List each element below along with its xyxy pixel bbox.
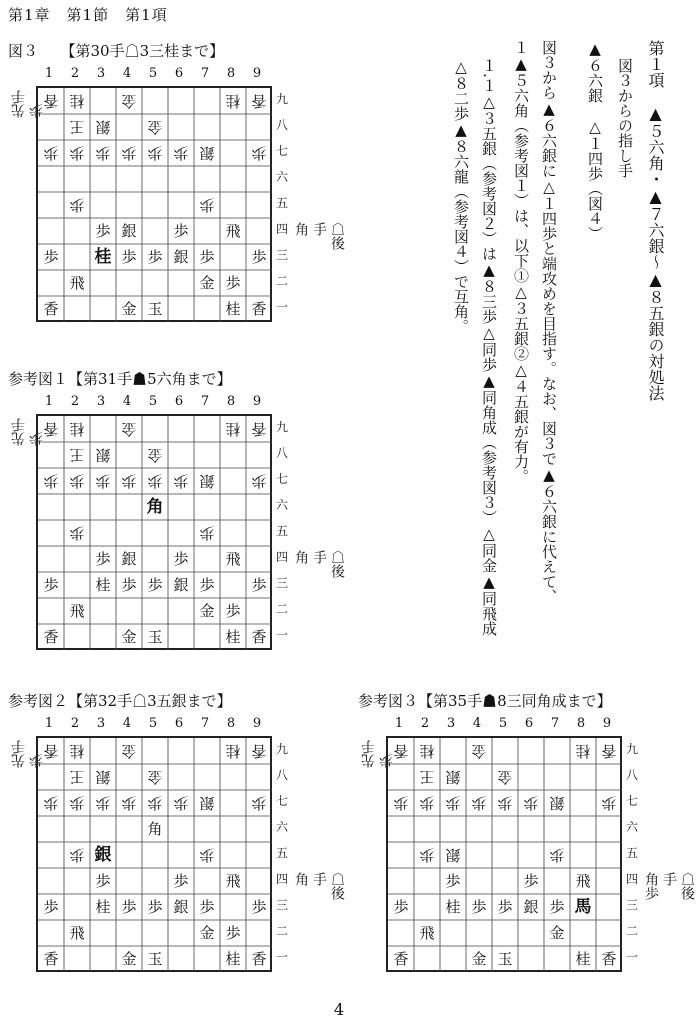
shogi-piece: 王	[419, 768, 435, 787]
shogi-piece: 香	[43, 627, 59, 646]
shogi-piece: 歩	[523, 794, 539, 813]
subheading: 図３からの指し手	[616, 58, 634, 178]
rank-label: 三	[276, 576, 289, 590]
shogi-piece: 歩	[419, 794, 435, 813]
file-label: 6	[174, 66, 184, 81]
shogi-piece: 金	[549, 923, 565, 942]
file-label: 6	[174, 716, 184, 731]
shogi-piece: 歩	[147, 144, 163, 163]
shogi-board	[36, 86, 272, 322]
shogi-piece: 銀	[549, 794, 565, 813]
shogi-piece: 香	[43, 299, 59, 318]
shogi-piece: 桂	[575, 742, 591, 761]
shogi-piece: 馬	[574, 896, 592, 917]
shogi-piece: 歩	[225, 923, 241, 942]
shogi-piece: 歩	[69, 846, 85, 865]
shogi-piece: 桂	[575, 949, 591, 968]
file-label: 6	[174, 394, 184, 409]
shogi-piece: 歩	[445, 794, 461, 813]
rank-label: 九	[626, 742, 639, 756]
rank-label: 九	[276, 742, 289, 756]
shogi-piece: 歩	[393, 794, 409, 813]
sente-hand: 先手 歩	[11, 76, 45, 118]
shogi-piece: 歩	[199, 575, 215, 594]
file-label: 4	[122, 394, 132, 409]
file-label: 9	[252, 66, 262, 81]
move-line: ▲６六銀 △１四歩（図４）	[586, 40, 604, 241]
shogi-piece: 銀	[445, 846, 461, 865]
shogi-piece: 歩	[43, 472, 59, 491]
shogi-piece: 歩	[199, 524, 215, 543]
shogi-piece: 桂	[225, 299, 241, 318]
shogi-piece: 歩	[43, 794, 59, 813]
file-label: 3	[96, 66, 106, 81]
shogi-piece: 銀	[523, 897, 539, 916]
shogi-piece: 歩	[43, 897, 59, 916]
shogi-piece: 香	[43, 949, 59, 968]
shogi-piece: 桂	[225, 92, 241, 111]
rank-label: 七	[626, 794, 639, 808]
file-label: 6	[524, 716, 534, 731]
shogi-piece: 歩	[419, 846, 435, 865]
rank-label: 二	[276, 924, 289, 938]
file-label: 1	[394, 716, 404, 731]
shogi-piece: 香	[393, 949, 409, 968]
file-labels	[36, 66, 270, 81]
rank-label: 六	[626, 820, 639, 834]
shogi-piece: 歩	[121, 247, 137, 266]
shogi-piece: 玉	[147, 949, 163, 968]
shogi-piece: 銀	[121, 221, 137, 240]
file-label: 9	[252, 716, 262, 731]
shogi-piece: 玉	[497, 949, 513, 968]
file-label: 8	[226, 66, 236, 81]
sente-hand: 先手 歩	[361, 726, 395, 768]
shogi-piece: 歩	[147, 575, 163, 594]
gote-hand: ☖後手 角	[293, 872, 345, 900]
shogi-piece: 歩	[497, 897, 513, 916]
shogi-piece: 歩	[523, 871, 539, 890]
rank-label: 一	[276, 628, 289, 642]
shogi-piece: 飛	[225, 221, 241, 240]
file-label: 1	[44, 66, 54, 81]
paragraph-4: △８二歩▲８六龍（参考図４）で互角。	[452, 58, 470, 334]
file-label: 5	[148, 66, 158, 81]
rank-label: 二	[276, 274, 289, 288]
gote-hand: ☖後手 角	[293, 550, 345, 578]
shogi-piece: 金	[497, 768, 513, 787]
shogi-piece: 飛	[69, 273, 85, 292]
file-label: 3	[446, 716, 456, 731]
shogi-piece: 金	[147, 768, 163, 787]
shogi-piece: 歩	[393, 897, 409, 916]
rank-label: 八	[276, 768, 289, 782]
diagram-title: 図３ 【第30手☖3三桂まで】	[8, 42, 225, 60]
rank-label: 七	[276, 144, 289, 158]
shogi-piece: 歩	[251, 144, 267, 163]
file-label: 9	[252, 394, 262, 409]
file-label: 8	[226, 394, 236, 409]
shogi-piece: 香	[393, 742, 409, 761]
shogi-piece: 銀	[199, 794, 215, 813]
file-label: 2	[70, 66, 80, 81]
rank-label: 八	[276, 118, 289, 132]
rank-label: 七	[276, 794, 289, 808]
shogi-piece: 歩	[173, 221, 189, 240]
rank-labels	[626, 736, 638, 970]
shogi-piece: 歩	[95, 472, 111, 491]
file-labels	[36, 716, 270, 731]
diagram-title: 参考図２【第32手☖3五銀まで】	[8, 692, 232, 710]
shogi-piece: 歩	[549, 897, 565, 916]
diagram-title: 参考図１【第31手☗5六角まで】	[8, 370, 232, 388]
shogi-piece: 金	[121, 92, 137, 111]
shogi-piece: 銀	[199, 472, 215, 491]
rank-label: 八	[276, 446, 289, 460]
shogi-piece: 歩	[69, 196, 85, 215]
shogi-piece: 金	[147, 118, 163, 137]
file-label: 4	[472, 716, 482, 731]
shogi-piece: 玉	[147, 627, 163, 646]
shogi-piece: 歩	[199, 897, 215, 916]
shogi-piece: 歩	[121, 575, 137, 594]
shogi-piece: 香	[43, 420, 59, 439]
shogi-piece: 香	[601, 949, 617, 968]
shogi-piece: 香	[251, 949, 267, 968]
rank-label: 一	[276, 300, 289, 314]
shogi-piece: 歩	[173, 472, 189, 491]
shogi-piece: 歩	[251, 794, 267, 813]
rank-label: 三	[276, 248, 289, 262]
rank-label: 五	[626, 846, 639, 860]
rank-label: 一	[626, 950, 639, 964]
file-label: 5	[498, 716, 508, 731]
shogi-piece: 香	[251, 627, 267, 646]
shogi-piece: 飛	[575, 871, 591, 890]
rank-label: 六	[276, 820, 289, 834]
shogi-piece: 歩	[95, 144, 111, 163]
rank-label: 三	[626, 898, 639, 912]
shogi-piece: 歩	[251, 897, 267, 916]
shogi-piece: 桂	[225, 627, 241, 646]
shogi-piece: 銀	[95, 768, 111, 787]
shogi-piece: 銀	[95, 118, 111, 137]
shogi-piece: 玉	[147, 299, 163, 318]
shogi-piece: 歩	[199, 846, 215, 865]
rank-label: 二	[276, 602, 289, 616]
shogi-piece: 歩	[251, 247, 267, 266]
shogi-piece: 銀	[173, 575, 189, 594]
gote-hand: ☖後手 角歩	[643, 872, 695, 900]
section-heading: 第１項 ▲５六角・▲７六銀～▲８五銀の対処法	[646, 40, 665, 401]
rank-label: 九	[276, 420, 289, 434]
rank-label: 八	[626, 768, 639, 782]
shogi-piece: 金	[199, 923, 215, 942]
shogi-piece: 歩	[471, 897, 487, 916]
shogi-piece: 王	[69, 768, 85, 787]
rank-label: 五	[276, 524, 289, 538]
shogi-piece: 香	[251, 92, 267, 111]
shogi-piece: 飛	[69, 601, 85, 620]
shogi-piece: 歩	[173, 549, 189, 568]
rank-label: 四	[626, 872, 639, 886]
shogi-piece: 歩	[173, 144, 189, 163]
shogi-piece: 金	[147, 446, 163, 465]
shogi-piece: 歩	[69, 144, 85, 163]
shogi-piece: 歩	[225, 273, 241, 292]
rank-labels	[276, 86, 288, 320]
shogi-piece: 飛	[69, 923, 85, 942]
file-label: 4	[122, 716, 132, 731]
shogi-piece: 銀	[199, 144, 215, 163]
shogi-piece: 桂	[225, 420, 241, 439]
shogi-piece: 歩	[497, 794, 513, 813]
shogi-board	[36, 414, 272, 650]
shogi-piece: 銀	[445, 768, 461, 787]
file-label: 7	[550, 716, 560, 731]
shogi-piece: 桂	[445, 897, 461, 916]
file-label: 2	[70, 394, 80, 409]
file-label: 4	[122, 66, 132, 81]
shogi-piece: 歩	[121, 472, 137, 491]
shogi-piece: 飛	[225, 549, 241, 568]
file-labels	[386, 716, 620, 731]
shogi-piece: 飛	[225, 871, 241, 890]
shogi-piece: 王	[69, 446, 85, 465]
paragraph-2: １▲５六角（参考図１）は、以下①△３五銀②△４五銀が有力。	[512, 40, 530, 484]
gote-hand: ☖後手 角	[293, 222, 345, 250]
shogi-piece: 金	[121, 420, 137, 439]
shogi-piece: 金	[199, 601, 215, 620]
shogi-piece: 角	[147, 819, 163, 838]
shogi-piece: 飛	[419, 923, 435, 942]
shogi-piece: 香	[251, 742, 267, 761]
shogi-piece: 歩	[69, 472, 85, 491]
shogi-piece: 歩	[147, 897, 163, 916]
shogi-piece: 金	[199, 273, 215, 292]
file-label: 9	[602, 716, 612, 731]
rank-label: 二	[626, 924, 639, 938]
shogi-piece: 王	[69, 118, 85, 137]
paragraph-3: １.１△３五銀（参考図２）は▲８三歩△同歩▲同角成（参考図３）△同金▲同飛成	[480, 58, 498, 636]
shogi-piece: 桂	[69, 420, 85, 439]
shogi-board	[386, 736, 622, 972]
shogi-piece: 歩	[69, 524, 85, 543]
shogi-piece: 歩	[147, 794, 163, 813]
shogi-board	[36, 736, 272, 972]
shogi-piece: 桂	[95, 897, 111, 916]
shogi-piece: 香	[601, 742, 617, 761]
shogi-piece: 香	[251, 420, 267, 439]
shogi-piece: 歩	[95, 221, 111, 240]
shogi-piece: 香	[43, 92, 59, 111]
file-label: 1	[44, 394, 54, 409]
shogi-piece: 金	[121, 742, 137, 761]
shogi-piece: 歩	[147, 472, 163, 491]
shogi-piece: 銀	[95, 446, 111, 465]
shogi-piece: 香	[251, 299, 267, 318]
shogi-piece: 歩	[173, 794, 189, 813]
shogi-piece: 角	[146, 496, 164, 517]
shogi-piece: 銀	[173, 897, 189, 916]
file-label: 2	[70, 716, 80, 731]
rank-labels	[276, 736, 288, 970]
shogi-piece: 桂	[69, 92, 85, 111]
rank-label: 六	[276, 498, 289, 512]
shogi-piece: 桂	[69, 742, 85, 761]
shogi-piece: 銀	[94, 844, 112, 865]
shogi-piece: 歩	[95, 794, 111, 813]
file-label: 3	[96, 394, 106, 409]
shogi-piece: 歩	[251, 472, 267, 491]
shogi-piece: 歩	[43, 247, 59, 266]
chapter-header: 第1章 第1節 第1項	[8, 6, 168, 24]
shogi-piece: 桂	[94, 246, 112, 267]
shogi-piece: 金	[121, 299, 137, 318]
shogi-piece: 歩	[121, 794, 137, 813]
file-labels	[36, 394, 270, 409]
shogi-piece: 桂	[419, 742, 435, 761]
shogi-piece: 歩	[95, 549, 111, 568]
rank-label: 四	[276, 222, 289, 236]
shogi-piece: 歩	[251, 575, 267, 594]
shogi-piece: 桂	[225, 742, 241, 761]
file-label: 7	[200, 66, 210, 81]
sente-hand: 先手 歩	[11, 726, 45, 768]
shogi-piece: 歩	[471, 794, 487, 813]
file-label: 3	[96, 716, 106, 731]
shogi-piece: 金	[471, 949, 487, 968]
sente-hand: 先手 歩	[11, 404, 45, 446]
rank-label: 五	[276, 196, 289, 210]
shogi-piece: 銀	[121, 549, 137, 568]
shogi-piece: 歩	[147, 247, 163, 266]
shogi-piece: 金	[121, 949, 137, 968]
file-label: 7	[200, 716, 210, 731]
paragraph-1: 図３から▲６六銀に△１四歩と端攻めを目指す。なお、図３で▲６六銀に代えて、	[540, 40, 558, 604]
shogi-piece: 歩	[69, 794, 85, 813]
shogi-piece: 歩	[445, 871, 461, 890]
shogi-piece: 歩	[43, 575, 59, 594]
shogi-piece: 歩	[121, 897, 137, 916]
shogi-piece: 歩	[199, 196, 215, 215]
rank-label: 九	[276, 92, 289, 106]
diagram-title: 参考図３【第35手☗8三同角成まで】	[358, 692, 612, 710]
file-label: 5	[148, 394, 158, 409]
shogi-piece: 桂	[225, 949, 241, 968]
shogi-piece: 歩	[121, 144, 137, 163]
rank-label: 四	[276, 550, 289, 564]
shogi-piece: 歩	[199, 247, 215, 266]
rank-label: 七	[276, 472, 289, 486]
rank-label: 四	[276, 872, 289, 886]
rank-labels	[276, 414, 288, 648]
shogi-piece: 歩	[601, 794, 617, 813]
rank-label: 六	[276, 170, 289, 184]
shogi-piece: 歩	[95, 871, 111, 890]
file-label: 1	[44, 716, 54, 731]
shogi-piece: 歩	[225, 601, 241, 620]
rank-label: 五	[276, 846, 289, 860]
shogi-piece: 金	[121, 627, 137, 646]
page-number: 4	[333, 1000, 345, 1019]
file-label: 2	[420, 716, 430, 731]
file-label: 8	[576, 716, 586, 731]
shogi-piece: 歩	[43, 144, 59, 163]
file-label: 5	[148, 716, 158, 731]
shogi-piece: 歩	[173, 871, 189, 890]
shogi-piece: 銀	[173, 247, 189, 266]
rank-label: 三	[276, 898, 289, 912]
file-label: 7	[200, 394, 210, 409]
shogi-piece: 金	[471, 742, 487, 761]
shogi-piece: 桂	[95, 575, 111, 594]
shogi-piece: 香	[43, 742, 59, 761]
shogi-piece: 歩	[549, 846, 565, 865]
rank-label: 一	[276, 950, 289, 964]
file-label: 8	[226, 716, 236, 731]
